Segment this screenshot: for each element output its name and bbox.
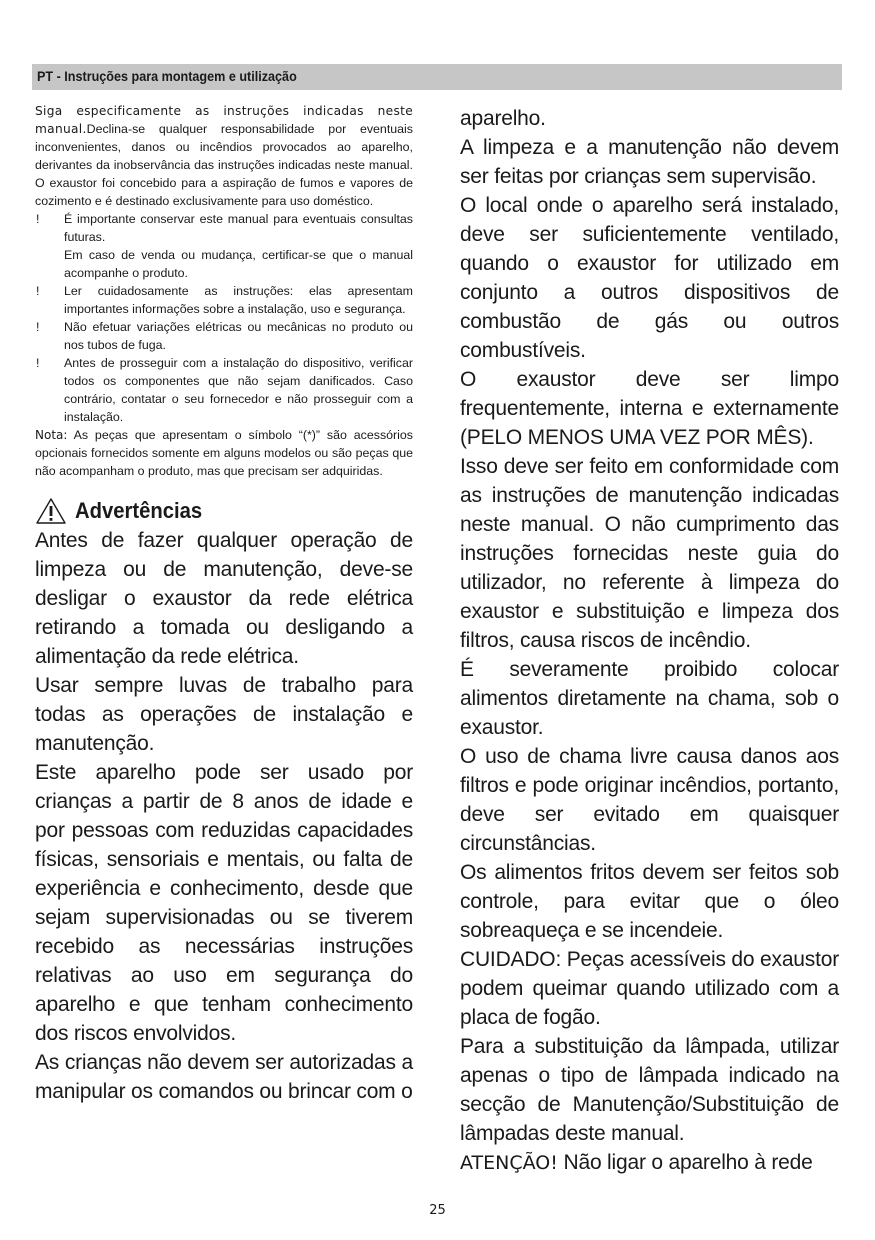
warning-paragraph: O local onde o aparelho será instalado, deve ser suficientemente ventilado, quando o exaustor for utilizado em conjunto a outros dispositivos de combustão de gás ou outros combustíveis. — [460, 194, 839, 362]
warning-paragraph: As crianças não devem ser autorizadas a manipular os comandos ou brincar com o — [35, 1051, 413, 1103]
warning-paragraph: Usar sempre luvas de trabalho para todas as operações de instalação e manutenção. — [35, 674, 413, 755]
warnings-title: Advertências — [75, 498, 203, 523]
attention-paragraph — [460, 1148, 839, 1178]
warning-paragraph: O exaustor deve ser limpo frequentemente, interna e externamente (PELO MENOS UMA VEZ POR MÊS). — [460, 368, 839, 449]
attention-text: Não ligar o aparelho à rede — [557, 1151, 813, 1174]
intro-paragraph — [35, 102, 413, 210]
section-header-title: PT - Instruções para montagem e utilização — [37, 68, 297, 84]
warning-paragraph: É severamente proibido colocar alimentos diretamente na chama, sob o exaustor. — [460, 658, 839, 739]
bullet-item: ! Ler cuidadosamente as instruções: elas apresentam importantes informações sobre a instalação, uso e segurança. — [36, 284, 413, 316]
page-number: 25 — [429, 1203, 446, 1218]
warning-paragraph: Os alimentos fritos devem ser feitos sob controle, para evitar que o óleo sobreaqueça e se incendeie. — [460, 861, 839, 942]
exclamation-icon: ! — [36, 212, 40, 226]
bullet-item: ! É importante conservar este manual para eventuais consultas futuras. — [36, 212, 413, 244]
warning-paragraph: Antes de fazer qualquer operação de limpeza ou de manutenção, deve-se desligar o exaustor da rede elétrica retirando a tomada ou desligando a alimentação da rede elétrica. — [35, 529, 413, 668]
section-header-bar — [32, 64, 842, 90]
warnings-heading — [35, 496, 413, 526]
warning-paragraph: A limpeza e a manutenção não devem ser feitas por crianças sem supervisão. — [460, 136, 839, 188]
note-text: As peças que apresentam o símbolo “(*)” são acessórios opcionais fornecidos somente em alguns modelos ou são peças que não acompanham o produto, mas que precisam ser adquiridas. — [35, 428, 413, 478]
warning-paragraph: Para a substituição da lâmpada, utilizar apenas o tipo de lâmpada indicado na secção de Manutenção/Substituição de lâmpadas deste manual. — [460, 1035, 839, 1145]
attention-label: ATENÇÃO! — [460, 1152, 558, 1174]
left-column — [35, 102, 413, 1106]
warning-paragraph: CUIDADO: Peças acessíveis do exaustor podem queimar quando utilizado com a placa de fogão. — [460, 948, 839, 1029]
warning-paragraph: aparelho. — [460, 107, 546, 130]
warning-paragraph: Isso deve ser feito em conformidade com as instruções de manutenção indicadas neste manual. O não cumprimento das instruções fornecidas neste guia do utilizador, no referente à limpeza do exaustor e substituição e limpeza dos filtros, causa riscos de incêndio. — [460, 455, 839, 652]
exclamation-icon: ! — [36, 356, 40, 370]
right-column — [460, 104, 839, 1178]
bullet-item: ! Antes de prosseguir com a instalação do dispositivo, verificar todos os componentes que não sejam danificados. Caso contrário, contatar o seu fornecedor e não prosseguir com a instalação. — [36, 356, 413, 424]
bullet-item: ! Não efetuar variações elétricas ou mecânicas no produto ou nos tubos de fuga. — [36, 320, 413, 352]
exclamation-icon: ! — [36, 320, 40, 334]
intro-text: Declina-se qualquer responsabilidade por eventuais inconvenientes, danos ou incêndios provocados ao aparelho, derivantes da inobservância das instruções indicadas neste manual. O exaustor foi concebido para a aspiração de fumos e vapores de cozimento e é destinado exclusivamente para uso doméstico. — [35, 122, 413, 208]
warning-paragraph: O uso de chama livre causa danos aos filtros e pode originar incêndios, portanto, deve ser evitado em quaisquer circunstâncias. — [460, 745, 839, 855]
note-paragraph — [35, 426, 413, 480]
intro-lead: Siga especificamente as instruções indicadas neste manual. — [35, 104, 413, 136]
note-label: Nota: — [35, 428, 68, 442]
warning-paragraph: Este aparelho pode ser usado por crianças a partir de 8 anos de idade e por pessoas com reduzidas capacidades físicas, sensoriais e mentais, ou falta de experiência e conhecimento, desde que sejam supervisionadas ou se tiverem recebido as necessárias instruções relativas ao uso em segurança do aparelho e que tenham conhecimento dos riscos envolvidos. — [35, 761, 413, 1045]
bullet-continuation: Em caso de venda ou mudança, certificar-se que o manual acompanhe o produto. — [64, 248, 413, 280]
exclamation-icon: ! — [36, 284, 40, 298]
warning-triangle-icon — [35, 497, 67, 525]
